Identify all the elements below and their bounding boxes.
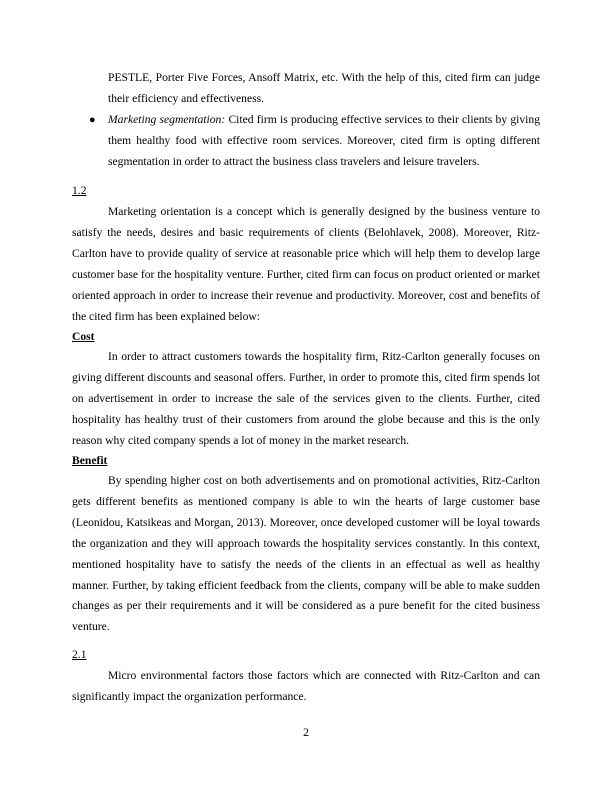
cost-heading: Cost: [72, 330, 95, 343]
continued-bullet-text: PESTLE, Porter Five Forces, Ansoff Matrix, etc. With the help of this, cited firm can judge their efficiency and effectiveness.: [108, 71, 540, 105]
section-heading-2-1: 2.1: [72, 648, 87, 661]
benefit-heading: Benefit: [72, 454, 108, 467]
paragraph-benefit: By spending higher cost on both advertisements and on promotional activities, Ritz-Carlton gets different benefits as mentioned company is able to win the hearts of large customer base (Leonidou, Katsikeas and Morgan, 2013). Moreover, once developed customer will be loyal towards the organization and they will approach towards the hospitality services constantly. In this context, mentioned hospitality have to satisfy the needs of the clients in an effectual as well as healthy manner. Further, by taking efficient feedback from the clients, company will be able to make sudden changes as per their requirements and it will be considered as a pure benefit for the cited business venture.: [72, 474, 540, 634]
section-heading-1-2: 1.2: [72, 184, 87, 197]
paragraph-micro-environment: Micro environmental factors those factors which are connected with Ritz-Carlton and can significantly impact the organization performance.: [72, 669, 540, 703]
paragraph-cost: In order to attract customers towards the hospitality firm, Ritz-Carlton generally focuses on giving different discounts and seasonal offers. Further, in order to promote this, cited firm spends lot on advertisement in order to increase the sale of the services given to the clients. Further, cited hospitality has healthy trust of their customers from around the globe because and this is the only reason why cited company spends a lot of money in the market research.: [72, 350, 540, 447]
page-number: 2: [303, 726, 309, 739]
paragraph-marketing-orientation: Marketing orientation is a concept which is generally designed by the business venture to satisfy the needs, desires and basic requirements of clients (Belohlavek, 2008). Moreover, Ritz-Carlton have to provide quality of service at reasonable price which will help them to develop large customer base for the hospitality venture. Further, cited firm can focus on product oriented or market oriented approach in order to increase their revenue and productivity. Moreover, cost and benefits of the cited firm has been explained below:: [72, 205, 540, 323]
bullet-text: Cited firm is producing effective services to their clients by giving them healthy food with effective room services. Moreover, cited firm is opting different segmentation in order to attract the business class travelers and leisure travelers.: [108, 113, 540, 168]
bullet-label: Marketing segmentation:: [108, 113, 226, 126]
bullet-icon: ●: [89, 114, 96, 126]
bullet-item-marketing-segmentation: [72, 110, 540, 173]
